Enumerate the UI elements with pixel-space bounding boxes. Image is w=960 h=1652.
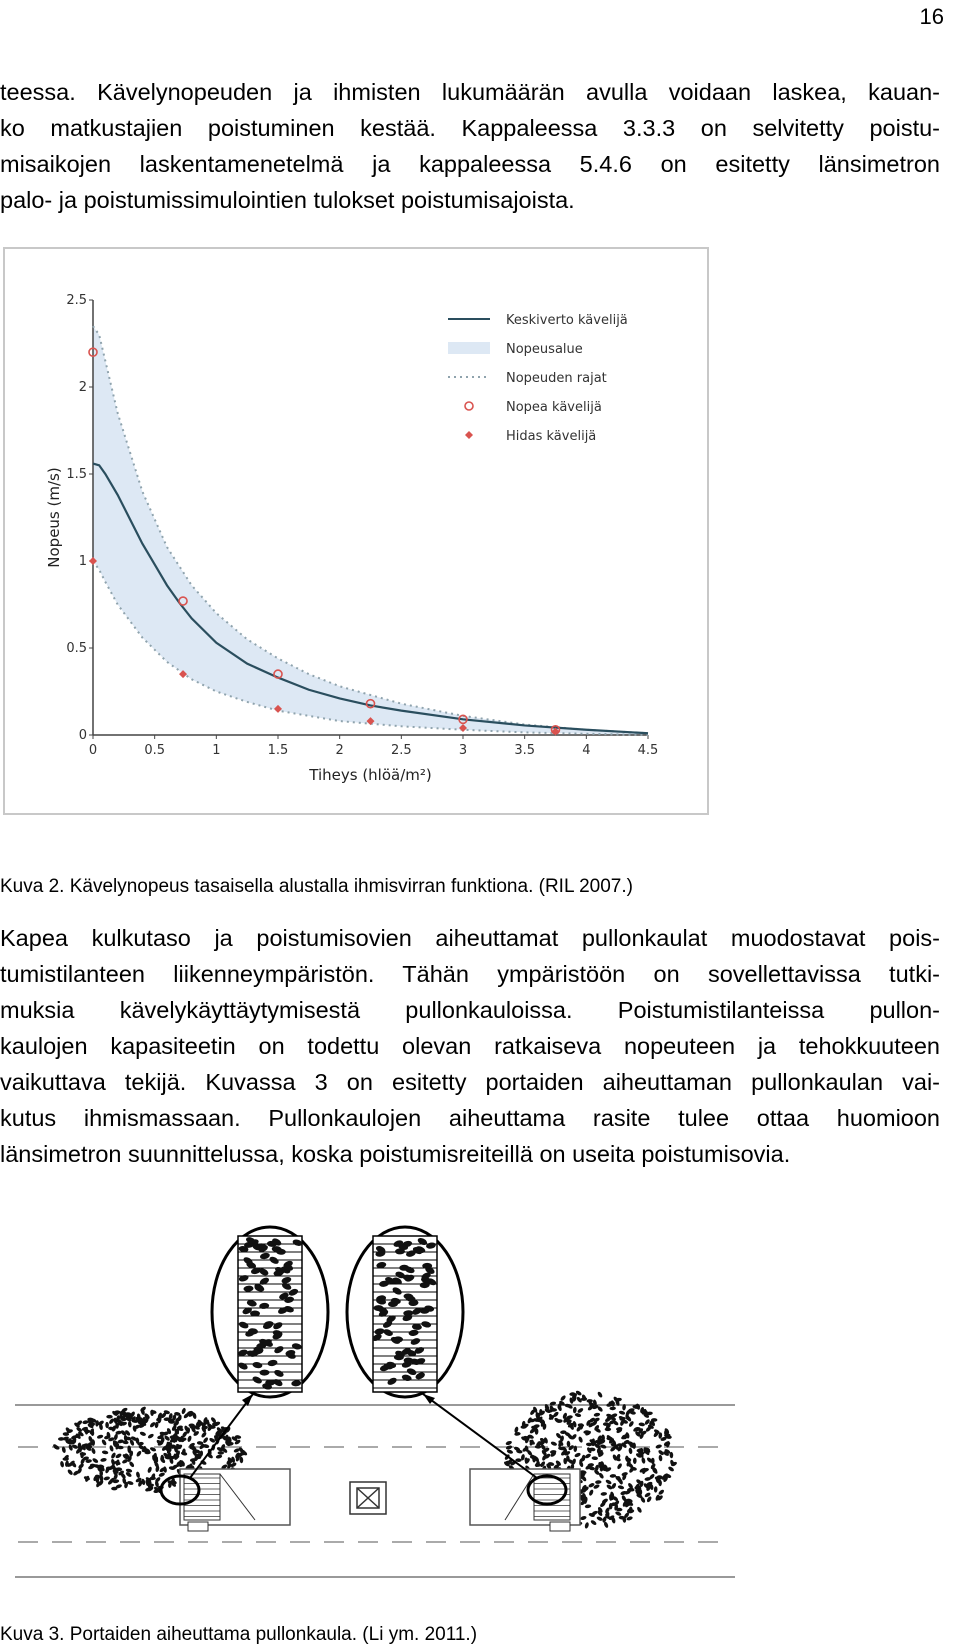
person-dot [115,1453,122,1459]
person-dot [505,1445,512,1450]
figure-caption-1: Kuva 2. Kävelynopeus tasaisella alustalla ihmisvirran funktiona. (RIL 2007.) [0,876,633,897]
person-dot [139,1431,146,1437]
figure-caption-2: Kuva 3. Portaiden aiheuttama pullonkaula. (Li ym. 2011.) [0,1624,478,1645]
person-dot [103,1476,110,1481]
person-dot [584,1453,591,1459]
person-dot [620,1490,627,1495]
arrow-left [190,1394,253,1478]
person-dot [595,1480,602,1484]
person-dot [615,1511,622,1517]
x-tick-label: 4 [582,743,591,758]
person-dot [147,1433,154,1439]
person-dot [60,1461,65,1468]
person-dot [616,1508,622,1512]
person-dot [633,1458,637,1464]
person-dot [92,1457,99,1464]
x-tick-label: 1.5 [267,743,289,758]
y-tick-label: 2.5 [66,293,87,308]
person-dot [102,1450,109,1455]
paragraph-line: Kapea kulkutaso ja poistumisovien aiheuttamat pullonkaulat muodostavat pois- [0,925,940,951]
person-dot [164,1435,171,1442]
person-dot [574,1413,581,1418]
person-dot [651,1458,655,1464]
y-tick-label: 0 [78,728,87,743]
person-dot [654,1486,658,1493]
paragraph-line: tumistilanteen liikenneympäristön. Tähän ympäristöön on sovellettavissa tutki- [0,961,940,987]
person-dot [218,1451,224,1455]
legend-swatch-band [448,342,490,354]
person-dot [573,1407,577,1414]
person-dot [158,1472,165,1478]
paragraph-2 [0,920,940,1172]
person-dot [110,1452,116,1459]
x-tick-label: 2 [335,743,344,758]
x-tick-label: 2.5 [390,743,412,758]
person-dot [187,1435,192,1442]
person-dot [394,1354,404,1360]
y-tick-label: 1.5 [66,467,87,482]
person-dot [617,1485,624,1490]
person-dot [580,1515,587,1520]
legend-label: Nopeusalue [506,342,583,357]
page-number: 16 [919,4,944,29]
person-dot [550,1441,557,1447]
person-dot [597,1391,604,1398]
person-dot [128,1421,132,1428]
paragraph-line: palo- ja poistumissimulointien tulokset poistumisajoista. [0,187,575,213]
person-dot [181,1407,186,1414]
paragraph-line: länsimetron suunnittelussa, koska poistumisreiteillä on useita poistumisovia. [0,1141,791,1167]
person-dot [609,1406,616,1410]
paragraph-line: teessa. Kävelynopeuden ja ihmisten lukumäärän avulla voidaan laskea, kauan- [0,79,940,105]
person-dot [584,1522,589,1529]
x-axis-label: Tiheys (hlöä/m²) [309,766,432,784]
legend-label: Nopeuden rajat [506,371,607,386]
person-dot [593,1412,600,1417]
person-dot [147,1466,153,1473]
legend-label: Nopea kävelijä [506,400,602,415]
person-dot [239,1457,243,1464]
person-dot [618,1410,625,1415]
person-dot [506,1449,513,1454]
x-tick-label: 0 [88,743,98,758]
stair-bottleneck-figure [10,1222,740,1592]
person-dot [658,1480,662,1486]
person-dot [605,1428,611,1432]
person-dot [106,1415,112,1419]
person-dot [600,1492,607,1496]
speed-density-chart [3,247,709,817]
person-dot [202,1437,209,1444]
person-dot [101,1439,107,1446]
person-dot [58,1437,65,1441]
person-dot [596,1516,603,1522]
legend-label: Hidas kävelijä [506,429,597,444]
person-dot [616,1463,622,1470]
paragraph-line: kutus ihmismassaan. Pullonkaulojen aiheuttama rasite tulee ottaa huomioon [0,1105,940,1131]
x-tick-label: 3.5 [514,743,536,758]
paragraph-line: misaikojen laskentamenetelmä ja kappaleessa 5.4.6 on esitetty länsimetron [0,151,940,177]
x-tick-label: 4.5 [637,743,659,758]
person-dot [609,1503,613,1509]
elevator-icon [350,1482,386,1514]
person-dot [628,1420,635,1427]
person-dot [585,1504,592,1508]
person-dot [250,1311,260,1317]
person-dot [605,1479,612,1485]
person-dot [67,1469,74,1476]
person-dot [588,1489,594,1496]
person-dot [610,1474,617,1478]
person-dot [113,1433,118,1440]
person-dot [91,1447,97,1454]
x-tick-label: 0.5 [144,743,166,758]
zoom-stairs-left [237,1236,303,1392]
person-dot [591,1456,598,1460]
person-dot [628,1447,633,1454]
person-dot [667,1466,674,1473]
person-dot [105,1422,109,1429]
stair-block-right [470,1469,580,1531]
person-dot [560,1395,567,1402]
person-dot [109,1445,114,1452]
person-dot [578,1436,584,1443]
x-tick-label: 3 [458,743,468,758]
person-dot [658,1455,662,1462]
person-dot [136,1450,143,1457]
person-dot [422,1263,432,1269]
person-dot [578,1460,584,1467]
person-dot [100,1458,107,1463]
person-dot [209,1425,215,1429]
y-axis-label: Nopeus (m/s) [45,467,63,568]
person-dot [590,1519,597,1526]
stair-block-left [180,1469,290,1531]
person-dot [215,1454,222,1459]
person-dot [641,1457,646,1464]
paragraph-line: kaulojen kapasiteetin on todettu olevan ratkaiseva nopeuteen ja tehokkuuteen [0,1033,940,1059]
person-dot [574,1452,581,1458]
paragraph-line: muksia kävelykäyttäytymisestä pullonkauloissa. Poistumistilanteissa pullon- [0,997,940,1023]
y-tick-label: 1 [78,554,87,569]
person-dot [577,1407,584,1414]
person-dot [636,1506,642,1513]
paragraph-1 [0,74,940,218]
paragraph-line: vaikuttava tekijä. Kuvassa 3 on esitetty portaiden aiheuttaman pullonkaulan vai- [0,1069,940,1095]
person-dot [658,1489,665,1496]
person-dot [200,1431,207,1438]
person-dot [655,1444,662,1449]
person-dot [638,1422,645,1426]
x-tick-label: 1 [212,743,221,758]
person-dot [115,1459,120,1466]
person-dot [135,1471,140,1478]
arrow-right [423,1394,537,1478]
y-tick-label: 2 [78,380,87,395]
person-dot [97,1434,104,1439]
zoom-stairs-right [371,1236,437,1392]
person-dot [163,1466,168,1473]
paragraph-line: ko matkustajien poistuminen kestää. Kappaleessa 3.3.3 on selvitetty poistu- [0,115,940,141]
y-tick-label: 0.5 [66,641,87,656]
legend-label: Keskiverto kävelijä [506,313,628,328]
person-dot [505,1440,512,1446]
